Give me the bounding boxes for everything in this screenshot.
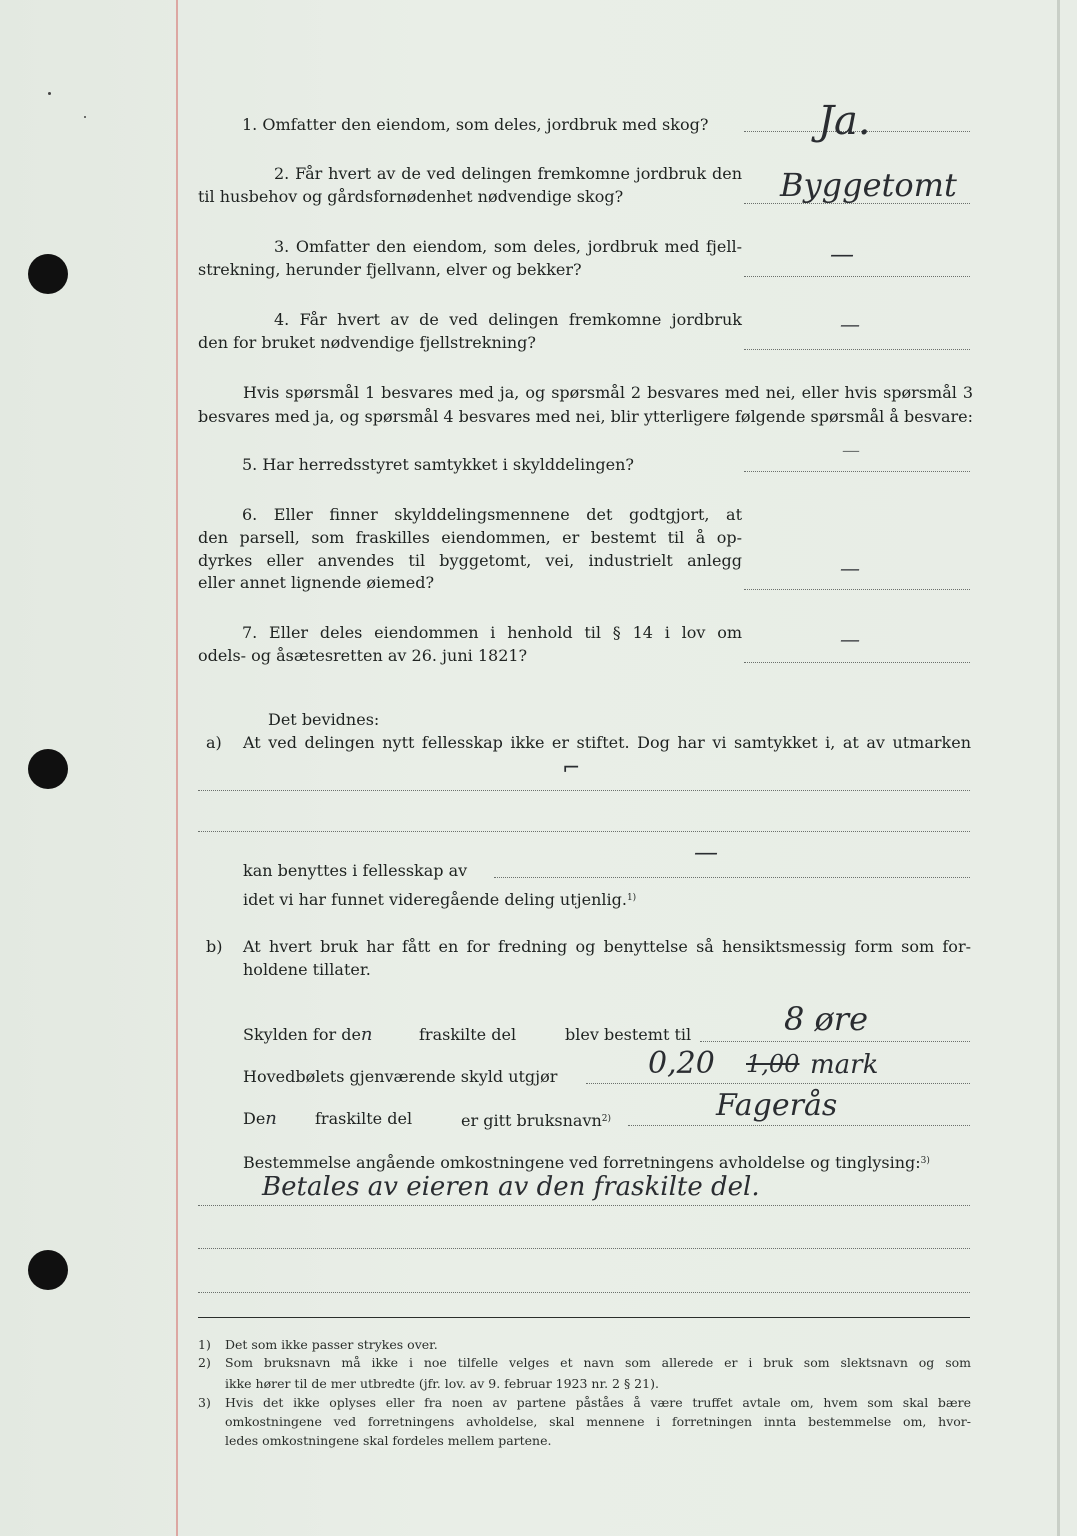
footnote-2-mark: 2) [198,1355,211,1370]
answer-line-5 [744,471,970,472]
question-4-line-2: den for bruket nødvendige fjellstrekning? [198,333,536,352]
footnote-3-line-2: omkostningene ved forretningens avholdelse, skal mennene i forretningen innta bestemmelse om, hvor- [225,1414,971,1429]
item-a-text: At ved delingen nytt fellesskap ikke er stiftet. Dog har vi samtykket i, at av utmarken [243,733,971,752]
question-4-line-1: 4. Får hvert av de ved delingen fremkomne jordbruk [274,310,742,329]
punch-hole-bottom [28,1250,68,1290]
punch-hole-top [28,254,68,294]
footnote-1-mark: 1) [198,1337,211,1352]
skyld-answer-2-unit: mark [810,1050,879,1080]
answer-6: — [840,556,860,580]
answer-line-3 [744,276,970,277]
footnote-3-mark: 3) [198,1395,211,1410]
margin-rule [176,0,178,1536]
answer-line-6 [744,589,970,590]
skyld-answer-2-struck: 1,00 [746,1050,800,1078]
skyld-label-1-bestemt: blev bestemt til [565,1025,692,1044]
item-a-mark: ⌐ [562,756,581,781]
footnote-2-line-1: Som bruksnavn må ikke i noe tilfelle velges et navn som allerede er i bruk som slektsnavn og som [225,1355,971,1370]
skyld-label-3-del: fraskilte del [315,1109,413,1128]
question-5: 5. Har herredsstyret samtykket i skylddelingen? [242,455,634,474]
skyld-label-1: Skylden for den [243,1024,373,1045]
question-6-line-4: eller annet lignende øiemed? [198,573,435,592]
footnote-divider [198,1317,970,1318]
omkostning-line-1 [198,1205,970,1206]
fellesskap-label: kan benyttes i fellesskap av [243,861,468,880]
item-b-line-1: At hvert bruk har fått en for fredning og benyttelse så hensiktsmessig form som for- [243,937,971,956]
answer-3: — [830,240,854,268]
answer-1: Ja. [818,98,871,144]
conditional-line-1: Hvis spørsmål 1 besvares med ja, og spørsmål 2 besvares med nei, eller hvis spørsmål 3 [243,383,973,402]
answer-line-4 [744,349,970,350]
question-2-line-1: 2. Får hvert av de ved delingen fremkomne jordbruk den [274,164,742,183]
blank-line-a1 [198,790,970,791]
question-7-line-1: 7. Eller deles eiendommen i henhold til § 14 i lov om [242,623,742,642]
skyld-label-3: Den [243,1108,277,1129]
skyld-line-3 [628,1125,970,1126]
answer-7: — [840,627,860,651]
question-1: 1. Omfatter den eiendom, som deles, jordbruk med skog? [242,115,709,134]
skyld-label-1-del: fraskilte del [419,1025,517,1044]
footnote-3-line-1: Hvis det ikke oplyses eller fra noen av partene påståes å være truffet avtale om, hvem som skal bære [225,1395,971,1410]
bevidnes-heading: Det bevidnes: [268,710,380,729]
omkostning-line-3 [198,1292,970,1293]
fellesskap-line [494,877,970,878]
paper-speck [84,116,86,118]
item-b-label: b) [206,937,223,956]
question-7-line-2: odels- og åsætesretten av 26. juni 1821? [198,646,528,665]
punch-hole-middle [28,749,68,789]
skyld-line-1 [700,1041,970,1042]
skyld-label-2: Hovedbølets gjenværende skyld utgjør [243,1067,558,1086]
fellesskap-answer: — [694,838,718,866]
question-6-line-2: den parsell, som fraskilles eiendommen, er bestemt til å op- [198,528,742,547]
answer-5: — [842,440,860,461]
omkostning-line-2 [198,1248,970,1249]
footnote-2-line-2: ikke hører til de mer utbredte (jfr. lov. av 9. februar 1923 nr. 2 § 21). [225,1376,659,1391]
omkostning-answer: Betales av eieren av den fraskilte del. [262,1172,760,1202]
question-6-line-1: 6. Eller finner skylddelingsmennene det godtgjort, at [242,505,742,524]
answer-line-7 [744,662,970,663]
skyld-answer-2-value: 0,20 [648,1046,715,1081]
footnote-3-line-3: ledes omkostningene skal fordeles mellem partene. [225,1433,552,1448]
question-6-line-3: dyrkes eller anvendes til byggetomt, vei, industrielt anlegg [198,551,742,570]
skyld-line-2 [586,1083,970,1084]
answer-2: Byggetomt [780,166,957,204]
idet-text: idet vi har funnet videregående deling utjenlig.$^{1)}$ [243,890,637,909]
paper-speck [48,92,51,95]
omkostning-label: Bestemmelse angående omkostningene ved forretningens avholdelse og tinglysing:$^{3)}$ [243,1153,930,1172]
question-2-line-2: til husbehov og gårdsfornødenhet nødvendige skog? [198,187,624,206]
question-3-line-2: strekning, herunder fjellvann, elver og bekker? [198,260,582,279]
conditional-line-2: besvares med ja, og spørsmål 4 besvares med nei, blir ytterligere følgende spørsmål å besvare: [198,407,973,426]
footnote-1-text: Det som ikke passer strykes over. [225,1337,438,1352]
skyld-answer-1: 8 øre [784,1000,869,1038]
page-edge [1057,0,1060,1536]
skyld-label-3-bruksnavn: er gitt bruksnavn$^{2)}$ [461,1111,612,1130]
item-b-line-2: holdene tillater. [243,960,371,979]
item-a-label: a) [206,733,222,752]
question-3-line-1: 3. Omfatter den eiendom, som deles, jordbruk med fjell- [274,237,742,256]
skyld-answer-3: Fagerås [716,1088,838,1123]
blank-line-a2 [198,831,970,832]
answer-4: — [840,312,860,336]
